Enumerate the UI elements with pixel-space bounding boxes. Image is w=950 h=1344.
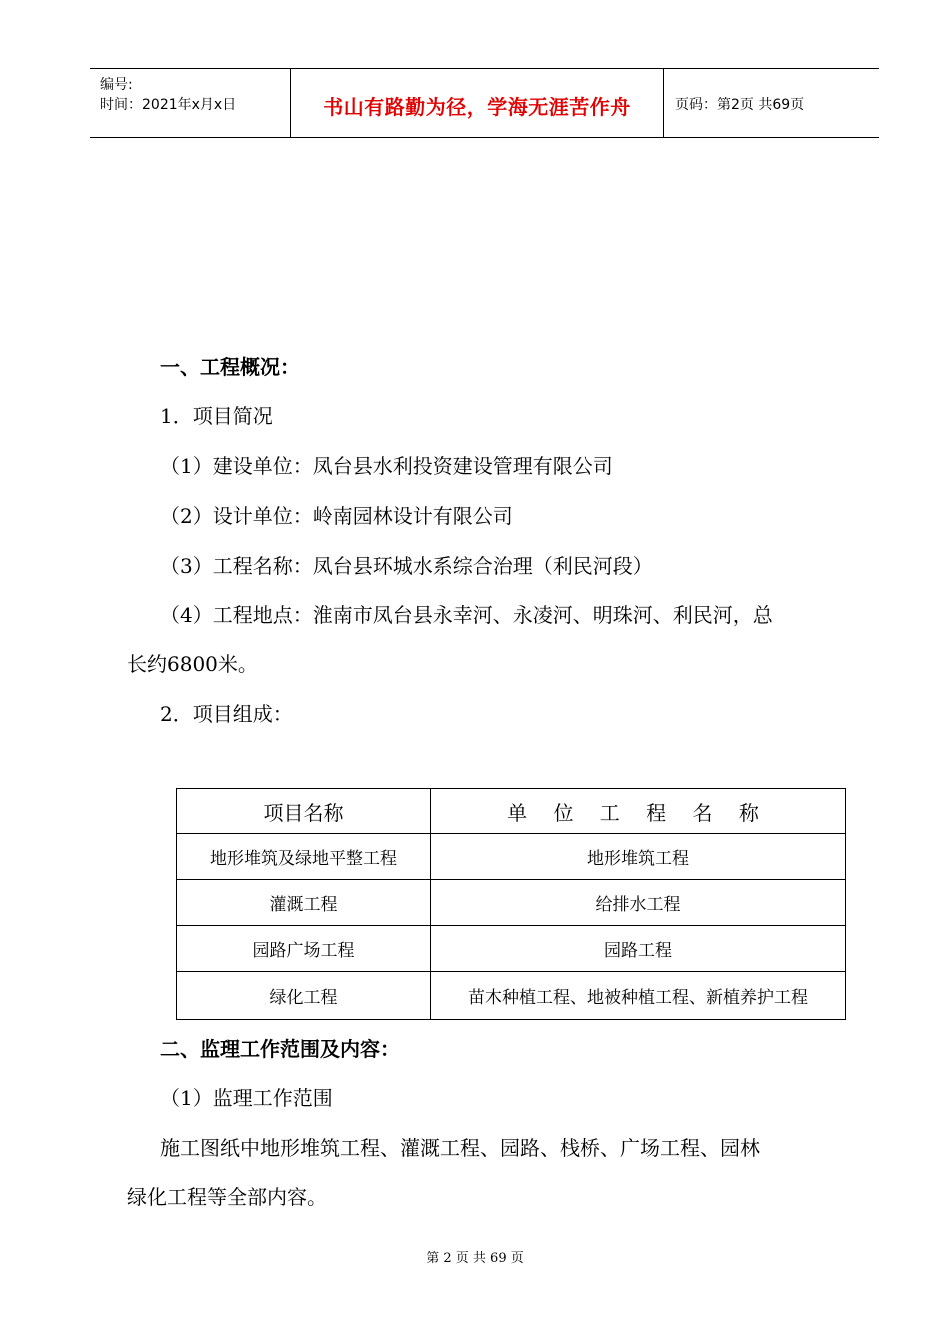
header-page-number: 页码：第2页 共69页: [675, 97, 805, 113]
header-meta: [100, 75, 236, 115]
table-cell: 给排水工程: [431, 880, 846, 926]
page-footer: 第 2 页 共 69 页: [426, 1251, 524, 1266]
table-cell: 绿化工程: [177, 972, 431, 1020]
table-cell: 园路广场工程: [177, 926, 431, 972]
table-row: [177, 926, 846, 972]
item-construction-unit: （1）建设单位：凤台县水利投资建设管理有限公司: [160, 454, 613, 478]
supervision-scope-text: 施工图纸中地形堆筑工程、灌溉工程、园路、栈桥、广场工程、园林: [160, 1136, 760, 1160]
supervision-scope-heading: （1）监理工作范围: [160, 1086, 333, 1110]
number-label: 编号:: [100, 77, 133, 93]
table-row: [177, 880, 846, 926]
table-row: [177, 834, 846, 880]
subsection-2: 2．项目组成：: [160, 702, 293, 726]
time-label: 时间：2021年x月x日: [100, 97, 237, 113]
table-cell: 地形堆筑及绿地平整工程: [177, 834, 431, 880]
item-project-location-cont: 长约6800米。: [127, 652, 258, 676]
header-motto: 书山有路勤为径，学海无涯苦作舟: [323, 95, 631, 119]
project-composition-table: [176, 788, 846, 1020]
table-cell: 苗木种植工程、地被种植工程、新植养护工程: [431, 972, 846, 1020]
table-cell: 园路工程: [431, 926, 846, 972]
table-header-cell: 单 位 工 程 名 称: [431, 789, 846, 834]
section1-title: 一、工程概况：: [160, 355, 300, 379]
header-divider: [663, 69, 664, 137]
item-project-name: （3）工程名称：凤台县环城水系综合治理（利民河段）: [160, 554, 653, 578]
table-header-row: [177, 789, 846, 834]
item-project-location: （4）工程地点：淮南市凤台县永幸河、永凌河、明珠河、利民河，总: [160, 603, 773, 627]
supervision-scope-text-cont: 绿化工程等全部内容。: [127, 1185, 327, 1209]
item-design-unit: （2）设计单位：岭南园林设计有限公司: [160, 504, 513, 528]
page-header: [90, 68, 879, 138]
section2-title: 二、监理工作范围及内容：: [160, 1037, 400, 1061]
table-cell: 地形堆筑工程: [431, 834, 846, 880]
subsection-1: 1．项目简况: [160, 404, 273, 428]
table-header-cell: 项目名称: [177, 789, 431, 834]
table-row: [177, 972, 846, 1020]
table-cell: 灌溉工程: [177, 880, 431, 926]
